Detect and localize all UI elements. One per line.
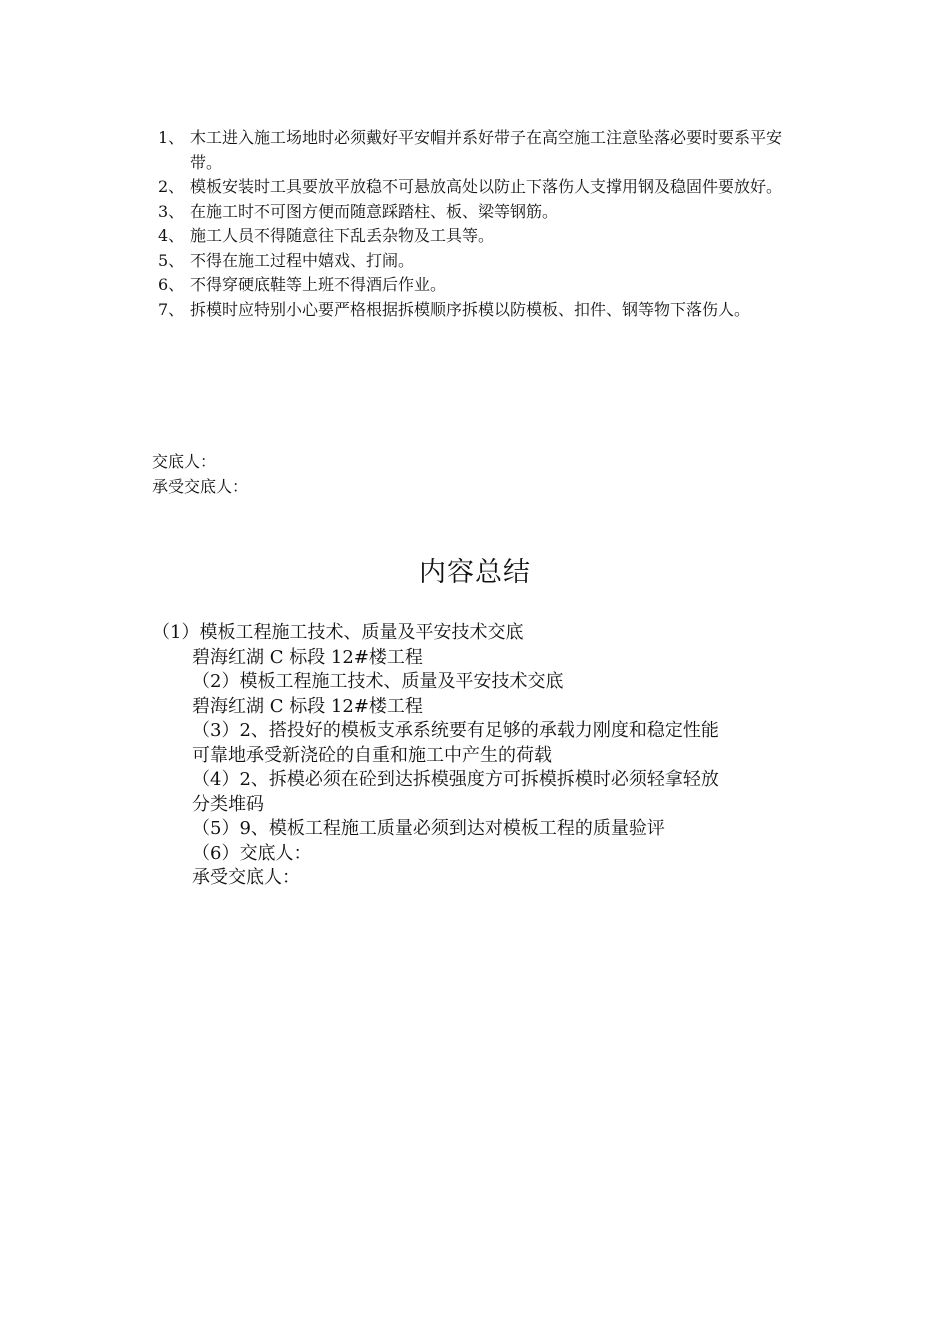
list-item — [158, 126, 798, 175]
summary-line: 承受交底人： — [192, 867, 300, 888]
rule-text: 不得穿硬底鞋等上班不得酒后作业。 — [190, 275, 447, 294]
list-item — [158, 249, 798, 274]
rule-text: 木工进入施工场地时必须戴好平安帽并系好带子在高空施工注意坠落必要时要系平安带。 — [190, 128, 783, 172]
rule-number: 6、 — [158, 275, 185, 294]
safety-rules-list — [158, 126, 798, 322]
list-item — [158, 200, 798, 225]
summary-line: （2）模板工程施工技术、质量及平安技术交底 — [192, 671, 564, 692]
summary-title: 内容总结 — [419, 557, 531, 588]
summary-line: （1）模板工程施工技术、质量及平安技术交底 — [152, 622, 524, 643]
rule-text: 拆模时应特别小心要严格根据拆模顺序拆模以防模板、扣件、钢等物下落伤人。 — [190, 299, 751, 319]
rule-number: 1、 — [158, 128, 185, 147]
summary-line: 碧海红湖 C 标段 12#楼工程 — [192, 695, 423, 717]
summary-line: 分类堆码 — [192, 793, 264, 815]
summary-line: （5）9、模板工程施工质量必须到达对模板工程的质量验评 — [192, 818, 665, 839]
list-item — [158, 175, 798, 200]
summary-line: （6）交底人： — [192, 842, 312, 864]
summary-line: （4）2、拆模必须在砼到达拆模强度方可拆模拆模时必须轻拿轻放 — [192, 769, 719, 790]
rule-number: 4、 — [158, 226, 185, 245]
list-item — [158, 273, 798, 298]
rule-number: 3、 — [158, 201, 185, 221]
rule-text: 在施工时不可图方便而随意踩踏柱、板、梁等钢筋。 — [190, 201, 559, 221]
discloser-signature-label: 交底人： — [152, 452, 217, 471]
list-item — [158, 298, 798, 323]
rule-number: 7、 — [158, 299, 185, 319]
rule-number: 2、 — [158, 177, 185, 196]
summary-line: 可靠地承受新浇砼的自重和施工中产生的荷载 — [192, 744, 552, 766]
list-item — [158, 224, 798, 249]
receiver-signature-label: 承受交底人： — [152, 477, 249, 496]
summary-body — [152, 621, 797, 891]
summary-line: 碧海红湖 C 标段 12#楼工程 — [192, 646, 423, 668]
rule-number: 5、 — [158, 250, 185, 270]
rule-text: 不得在施工过程中嬉戏、打闹。 — [190, 250, 415, 270]
summary-line: （3）2、搭投好的模板支承系统要有足够的承载力刚度和稳定性能 — [192, 720, 719, 741]
rule-text: 模板安装时工具要放平放稳不可悬放高处以防止下落伤人支撑用钢及稳固件要放好。 — [190, 177, 783, 196]
rule-text: 施工人员不得随意往下乱丢杂物及工具等。 — [190, 226, 495, 245]
